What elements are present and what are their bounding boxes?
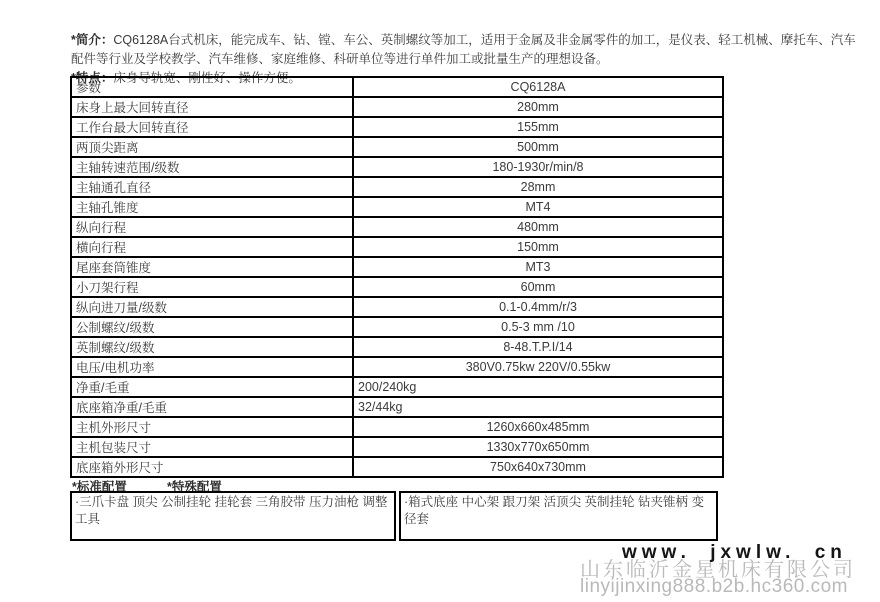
- spec-label-cell: 纵向进刀量/级数: [71, 297, 353, 317]
- spec-value-cell: 8-48.T.P.I/14: [353, 337, 723, 357]
- spec-label-cell: 工作台最大回转直径: [71, 117, 353, 137]
- spec-table-row: [71, 77, 723, 97]
- spec-label-cell: 公制螺纹/级数: [71, 317, 353, 337]
- spec-value-cell: 1260x660x485mm: [353, 417, 723, 437]
- spec-table-row: [71, 177, 723, 197]
- standard-config-heading: *标准配置: [72, 480, 127, 494]
- spec-table: [70, 76, 724, 478]
- spec-value-cell: 180-1930r/min/8: [353, 157, 723, 177]
- standard-config-box: ·三爪卡盘 顶尖 公制挂轮 挂轮套 三角胶带 压力油枪 调整工具: [70, 491, 396, 541]
- spec-label-cell: 英制螺纹/级数: [71, 337, 353, 357]
- special-config-box: ·箱式底座 中心架 跟刀架 活顶尖 英制挂轮 钻夹锥柄 变径套: [399, 491, 718, 541]
- spec-table-row: [71, 357, 723, 377]
- spec-table-row: [71, 137, 723, 157]
- spec-table-row: [71, 337, 723, 357]
- spec-label-cell: 两顶尖距离: [71, 137, 353, 157]
- spec-label-cell: 净重/毛重: [71, 377, 353, 397]
- features-text: 床身导轨宽、刚性好、操作方便。: [113, 70, 301, 85]
- spec-table-row: [71, 377, 723, 397]
- spec-table-row: [71, 297, 723, 317]
- spec-table-row: [71, 437, 723, 457]
- spec-label-cell: 床身上最大回转直径: [71, 97, 353, 117]
- spec-table-row: [71, 237, 723, 257]
- spec-value-cell: 1330x770x650mm: [353, 437, 723, 457]
- spec-label-cell: 纵向行程: [71, 217, 353, 237]
- spec-value-cell: 0.1-0.4mm/r/3: [353, 297, 723, 317]
- spec-value-cell: 28mm: [353, 177, 723, 197]
- spec-value-cell: 150mm: [353, 237, 723, 257]
- spec-value-cell: MT3: [353, 257, 723, 277]
- spec-table-row: [71, 197, 723, 217]
- watermark-domain: www. jxwlw. cn: [622, 542, 847, 563]
- spec-label-cell: 主机外形尺寸: [71, 417, 353, 437]
- spec-label-cell: 主机包装尺寸: [71, 437, 353, 457]
- spec-value-cell: 280mm: [353, 97, 723, 117]
- intro-label: *简介：: [71, 32, 114, 47]
- intro-text: CQ6128A台式机床，能完成车、钻、镗、车公、英制螺纹等加工，适用于金属及非金属零件的加工，是仪表、轻工机械、摩托车、汽车配件等行业及学校教学、汽车维修、家庭维修、科研单位等进行单件加工或批量生产的理想设备。: [71, 32, 856, 66]
- spec-table-row: [71, 117, 723, 137]
- spec-label-cell: 电压/电机功率: [71, 357, 353, 377]
- spec-label-cell: 横向行程: [71, 237, 353, 257]
- spec-label-cell: 主轴通孔直径: [71, 177, 353, 197]
- spec-value-cell: 200/240kg: [353, 377, 723, 397]
- spec-value-cell: 0.5-3 mm /10: [353, 317, 723, 337]
- spec-table-row: [71, 217, 723, 237]
- spec-value-cell: 155mm: [353, 117, 723, 137]
- spec-table-row: [71, 317, 723, 337]
- spec-label-cell: 尾座套筒锥度: [71, 257, 353, 277]
- spec-value-cell: 380V0.75kw 220V/0.55kw: [353, 357, 723, 377]
- spec-label-cell: 小刀架行程: [71, 277, 353, 297]
- spec-value-cell: MT4: [353, 197, 723, 217]
- spec-label-cell: 参数: [71, 77, 353, 97]
- features-label: *特点：: [71, 70, 114, 85]
- spec-table-row: [71, 417, 723, 437]
- spec-label-cell: 底座箱净重/毛重: [71, 397, 353, 417]
- watermark-site-url: linyijinxing888.b2b.hc360.com: [580, 576, 848, 597]
- spec-value-cell: 480mm: [353, 217, 723, 237]
- intro-paragraph: [71, 31, 867, 69]
- special-config-heading: *特殊配置: [167, 480, 222, 494]
- spec-value-cell: 60mm: [353, 277, 723, 297]
- spec-value-cell: 32/44kg: [353, 397, 723, 417]
- spec-table-row: [71, 97, 723, 117]
- spec-table-row: [71, 257, 723, 277]
- spec-table-row: [71, 157, 723, 177]
- spec-table-row: [71, 457, 723, 477]
- spec-value-cell: CQ6128A: [353, 77, 723, 97]
- spec-table-row: [71, 277, 723, 297]
- spec-value-cell: 750x640x730mm: [353, 457, 723, 477]
- spec-table-row: [71, 397, 723, 417]
- spec-label-cell: 主轴转速范围/级数: [71, 157, 353, 177]
- spec-value-cell: 500mm: [353, 137, 723, 157]
- spec-label-cell: 主轴孔锥度: [71, 197, 353, 217]
- spec-label-cell: 底座箱外形尺寸: [71, 457, 353, 477]
- watermark-company-name: 山东临沂金星机床有限公司: [580, 559, 856, 581]
- spec-table-body: [71, 77, 723, 477]
